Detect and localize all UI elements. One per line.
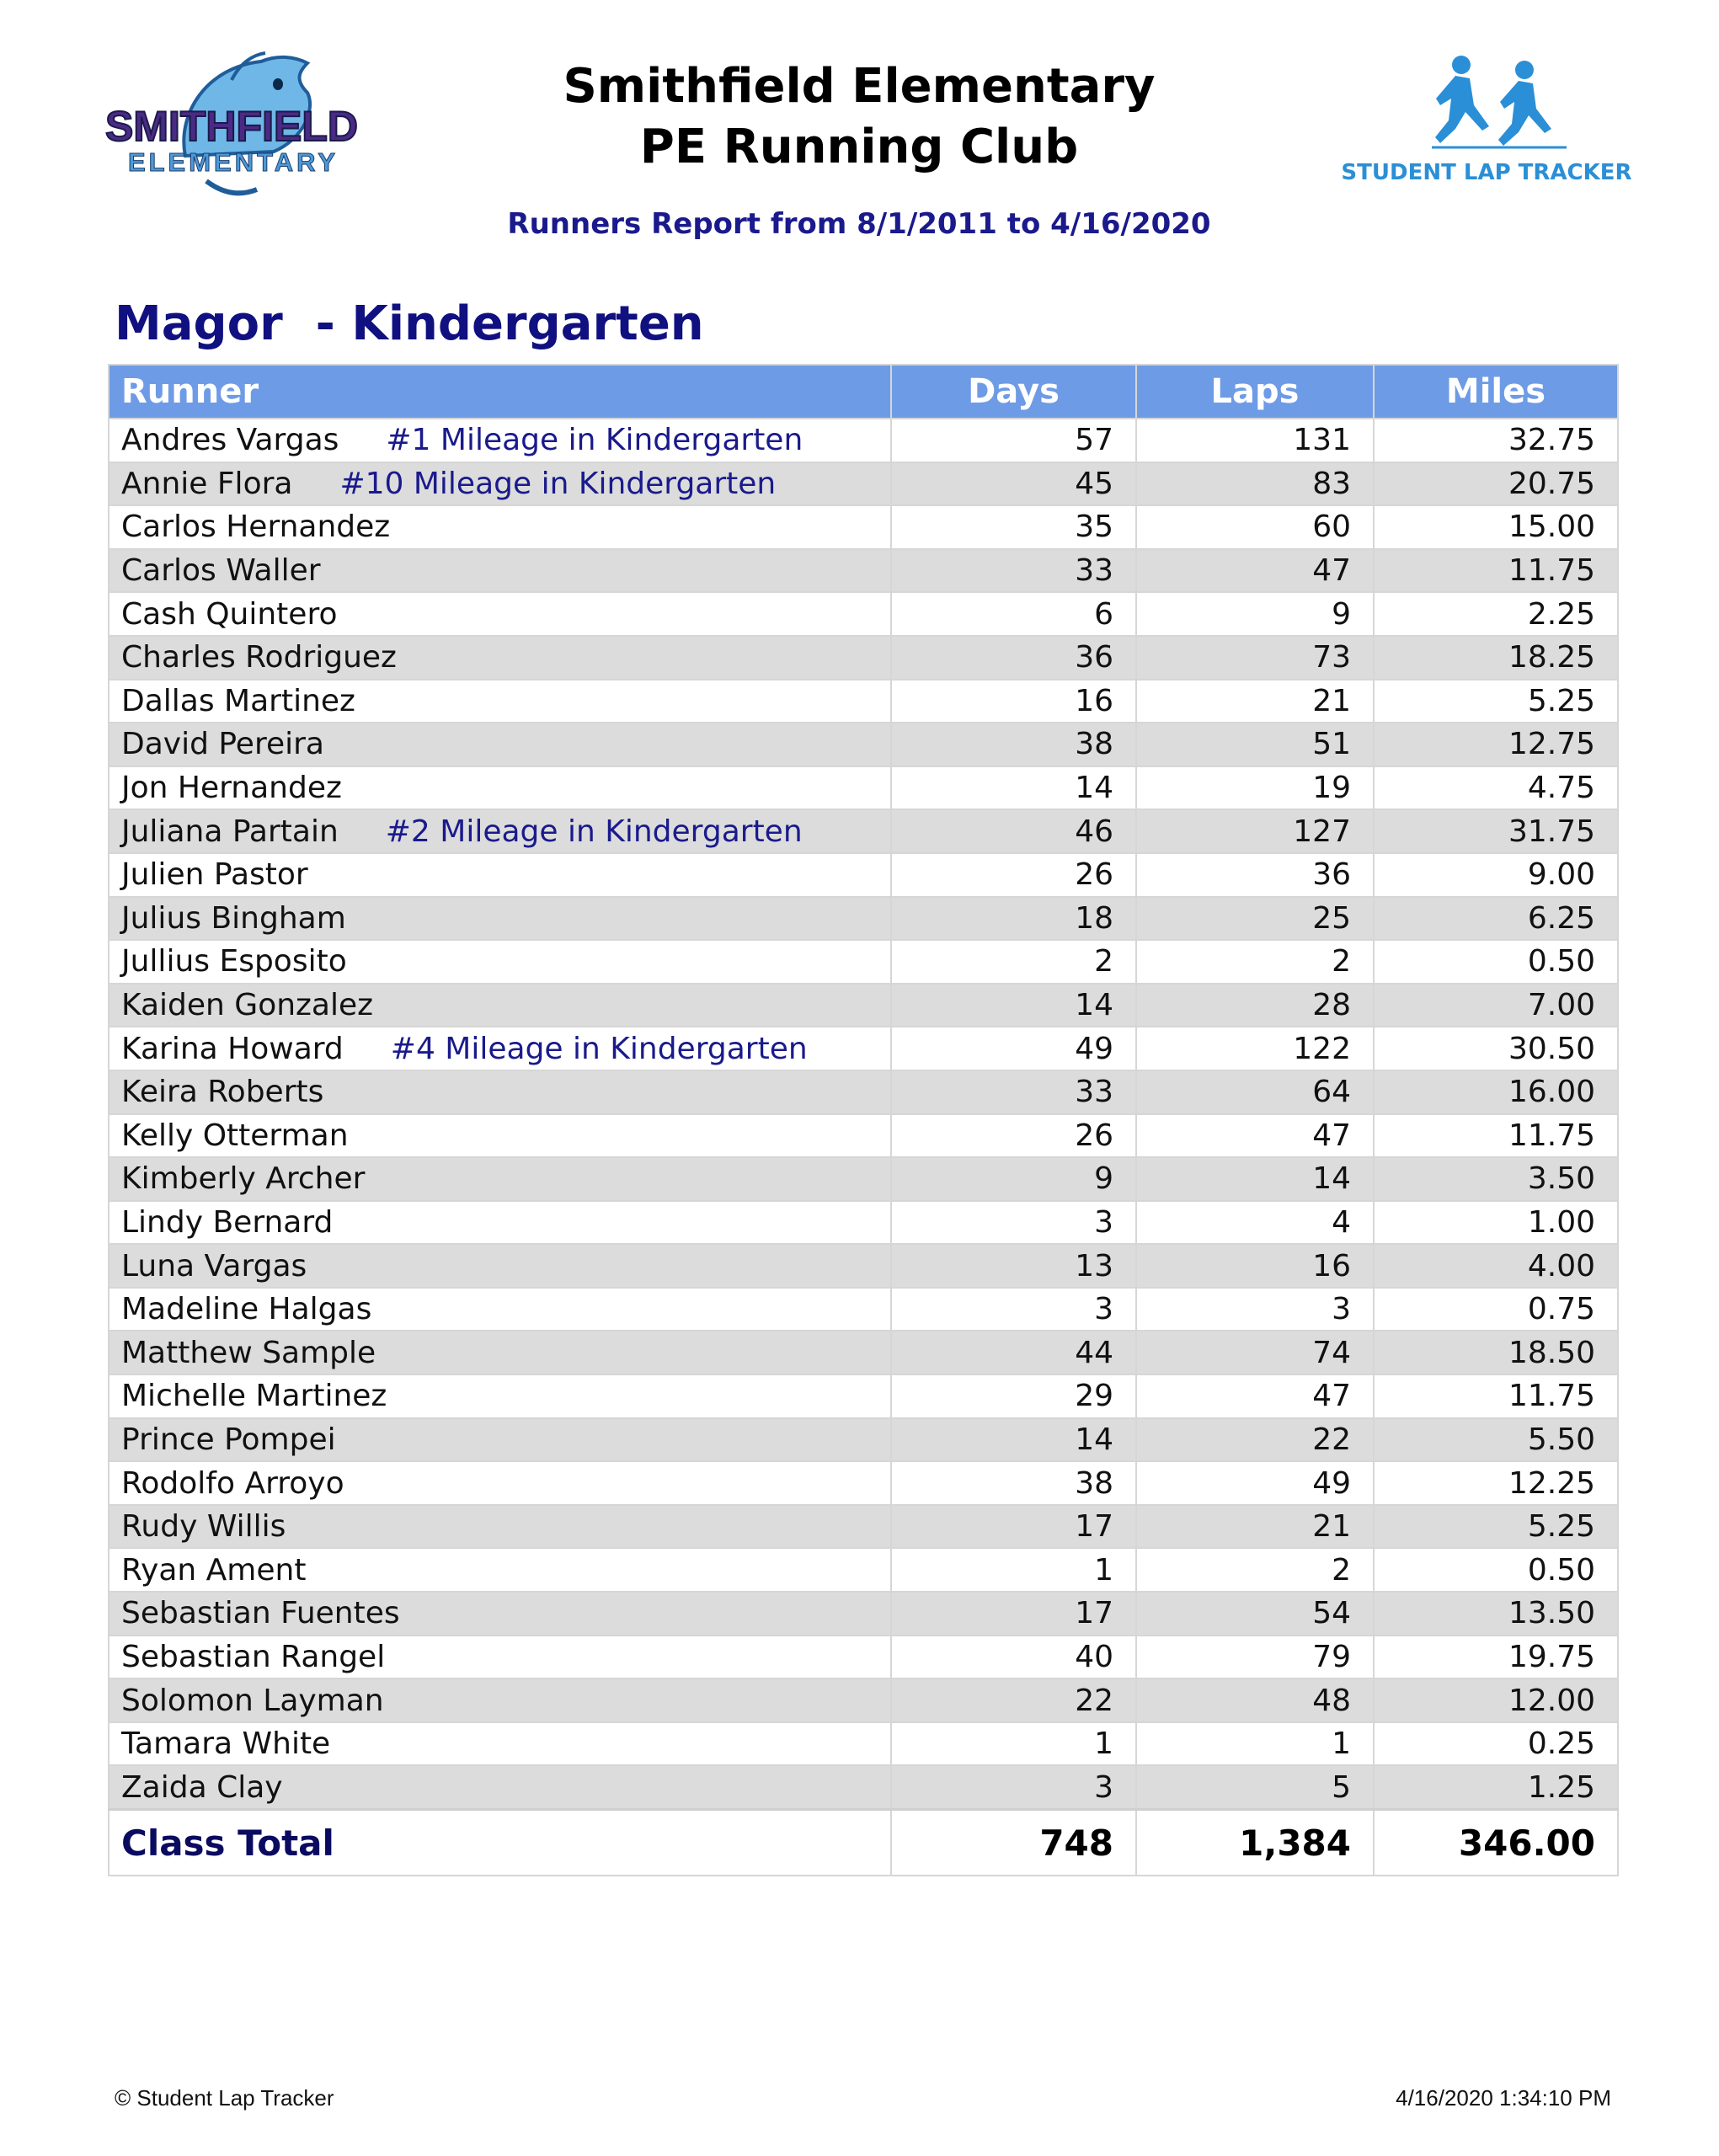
runner-days: 35 bbox=[891, 505, 1136, 549]
runner-days: 38 bbox=[891, 723, 1136, 766]
report-date-range: Runners Report from 8/1/2011 to 4/16/2020 bbox=[507, 207, 1211, 241]
runner-days: 44 bbox=[891, 1331, 1136, 1374]
runner-days: 6 bbox=[891, 592, 1136, 636]
runner-days: 45 bbox=[891, 462, 1136, 506]
runner-name: Sebastian Fuentes bbox=[121, 1596, 400, 1631]
runner-name-cell bbox=[109, 636, 891, 680]
svg-text:ELEMENTARY: ELEMENTARY bbox=[127, 147, 339, 177]
runner-miles: 4.00 bbox=[1374, 1244, 1618, 1288]
table-row bbox=[109, 1765, 1618, 1809]
table-row bbox=[109, 1114, 1618, 1158]
runner-laps: 28 bbox=[1136, 984, 1374, 1027]
runner-miles: 5.25 bbox=[1374, 1505, 1618, 1549]
runner-name: Prince Pompei bbox=[121, 1422, 336, 1457]
runner-name: Dallas Martinez bbox=[121, 683, 355, 718]
table-row bbox=[109, 1722, 1618, 1766]
runner-miles: 15.00 bbox=[1374, 505, 1618, 549]
runner-days: 29 bbox=[891, 1374, 1136, 1418]
table-row bbox=[109, 1201, 1618, 1245]
runner-name: Rudy Willis bbox=[121, 1509, 286, 1545]
runner-name: Andres Vargas bbox=[121, 423, 339, 458]
runner-name-cell bbox=[109, 505, 891, 549]
runner-name: Kaiden Gonzalez bbox=[121, 988, 374, 1023]
runner-laps: 122 bbox=[1136, 1027, 1374, 1070]
runner-miles: 12.00 bbox=[1374, 1678, 1618, 1722]
runner-miles: 32.75 bbox=[1374, 419, 1618, 462]
runner-name: Michelle Martinez bbox=[121, 1379, 387, 1414]
runner-days: 3 bbox=[891, 1288, 1136, 1331]
runner-laps: 25 bbox=[1136, 897, 1374, 941]
table-row bbox=[109, 1548, 1618, 1592]
runner-name-cell bbox=[109, 680, 891, 723]
runner-name-cell bbox=[109, 1592, 891, 1636]
runner-laps: 54 bbox=[1136, 1592, 1374, 1636]
runner-days: 38 bbox=[891, 1461, 1136, 1505]
runner-name-cell bbox=[109, 1636, 891, 1679]
runner-miles: 2.25 bbox=[1374, 592, 1618, 636]
svg-text:SMITHFIELD: SMITHFIELD bbox=[105, 103, 358, 150]
runner-days: 18 bbox=[891, 897, 1136, 941]
table-row bbox=[109, 1461, 1618, 1505]
runner-name-cell bbox=[109, 1418, 891, 1462]
table-row bbox=[109, 592, 1618, 636]
runner-laps: 60 bbox=[1136, 505, 1374, 549]
runner-name-cell bbox=[109, 809, 891, 853]
mileage-award: #1 Mileage in Kindergarten bbox=[386, 423, 803, 458]
runner-name: Carlos Waller bbox=[121, 553, 321, 589]
table-row bbox=[109, 419, 1618, 462]
runner-miles: 16.00 bbox=[1374, 1070, 1618, 1114]
class-total-miles: 346.00 bbox=[1374, 1810, 1618, 1876]
runner-miles: 19.75 bbox=[1374, 1636, 1618, 1679]
runner-miles: 0.75 bbox=[1374, 1288, 1618, 1331]
runner-name: Madeline Halgas bbox=[121, 1292, 372, 1327]
runner-name-cell bbox=[109, 419, 891, 462]
table-row bbox=[109, 809, 1618, 853]
runner-laps: 3 bbox=[1136, 1288, 1374, 1331]
runner-miles: 6.25 bbox=[1374, 897, 1618, 941]
runner-name-cell bbox=[109, 549, 891, 593]
runner-laps: 64 bbox=[1136, 1070, 1374, 1114]
runner-name-cell bbox=[109, 1288, 891, 1331]
runners-icon bbox=[1341, 46, 1632, 189]
runner-days: 46 bbox=[891, 809, 1136, 853]
runner-days: 33 bbox=[891, 549, 1136, 593]
runner-miles: 11.75 bbox=[1374, 1114, 1618, 1158]
runner-days: 36 bbox=[891, 636, 1136, 680]
runner-laps: 2 bbox=[1136, 1548, 1374, 1592]
runner-days: 40 bbox=[891, 1636, 1136, 1679]
runner-name-cell bbox=[109, 897, 891, 941]
table-row bbox=[109, 1244, 1618, 1288]
runner-laps: 79 bbox=[1136, 1636, 1374, 1679]
runner-name: Tamara White bbox=[121, 1726, 331, 1762]
class-total-row bbox=[109, 1810, 1618, 1876]
table-row bbox=[109, 1418, 1618, 1462]
table-row bbox=[109, 1374, 1618, 1418]
smithfield-school-logo bbox=[105, 46, 358, 202]
class-total-label: Class Total bbox=[109, 1810, 891, 1876]
table-row bbox=[109, 1331, 1618, 1374]
runner-days: 16 bbox=[891, 680, 1136, 723]
runner-name-cell bbox=[109, 1678, 891, 1722]
svg-text:STUDENT LAP TRACKER: STUDENT LAP TRACKER bbox=[1341, 160, 1632, 185]
table-row bbox=[109, 766, 1618, 810]
runner-laps: 4 bbox=[1136, 1201, 1374, 1245]
runner-days: 13 bbox=[891, 1244, 1136, 1288]
runner-miles: 30.50 bbox=[1374, 1027, 1618, 1070]
runner-laps: 21 bbox=[1136, 1505, 1374, 1549]
runner-days: 33 bbox=[891, 1070, 1136, 1114]
footer-timestamp: 4/16/2020 1:34:10 PM bbox=[1396, 2085, 1611, 2111]
runner-name-cell bbox=[109, 1027, 891, 1070]
column-header-laps: Laps bbox=[1136, 365, 1374, 419]
runner-days: 9 bbox=[891, 1157, 1136, 1201]
runner-miles: 5.50 bbox=[1374, 1418, 1618, 1462]
runner-laps: 73 bbox=[1136, 636, 1374, 680]
runner-name-cell bbox=[109, 853, 891, 897]
runner-days: 57 bbox=[891, 419, 1136, 462]
runner-laps: 21 bbox=[1136, 680, 1374, 723]
mileage-award: #4 Mileage in Kindergarten bbox=[390, 1031, 808, 1066]
runner-name: Jullius Esposito bbox=[121, 944, 347, 979]
runner-miles: 11.75 bbox=[1374, 549, 1618, 593]
runner-miles: 1.25 bbox=[1374, 1765, 1618, 1809]
runner-laps: 16 bbox=[1136, 1244, 1374, 1288]
runner-name: Luna Vargas bbox=[121, 1248, 307, 1283]
runner-name: Keira Roberts bbox=[121, 1075, 324, 1110]
runner-name: Julien Pastor bbox=[121, 857, 308, 893]
runner-miles: 18.25 bbox=[1374, 636, 1618, 680]
runner-name-cell bbox=[109, 1157, 891, 1201]
runner-name-cell bbox=[109, 462, 891, 506]
runner-laps: 131 bbox=[1136, 419, 1374, 462]
runner-name: Cash Quintero bbox=[121, 596, 338, 632]
table-row bbox=[109, 1505, 1618, 1549]
runner-days: 26 bbox=[891, 1114, 1136, 1158]
runner-miles: 7.00 bbox=[1374, 984, 1618, 1027]
runner-laps: 14 bbox=[1136, 1157, 1374, 1201]
runner-days: 3 bbox=[891, 1765, 1136, 1809]
runner-name-cell bbox=[109, 984, 891, 1027]
runner-name-cell bbox=[109, 1331, 891, 1374]
runner-days: 26 bbox=[891, 853, 1136, 897]
footer-copyright: © Student Lap Tracker bbox=[115, 2085, 334, 2111]
table-row bbox=[109, 505, 1618, 549]
runner-name-cell bbox=[109, 1374, 891, 1418]
runner-name: Sebastian Rangel bbox=[121, 1639, 386, 1674]
runner-miles: 18.50 bbox=[1374, 1331, 1618, 1374]
runner-laps: 51 bbox=[1136, 723, 1374, 766]
runner-name-cell bbox=[109, 592, 891, 636]
column-header-runner: Runner bbox=[109, 365, 891, 419]
runner-laps: 2 bbox=[1136, 940, 1374, 984]
runner-miles: 12.25 bbox=[1374, 1461, 1618, 1505]
runner-laps: 22 bbox=[1136, 1418, 1374, 1462]
runner-name-cell bbox=[109, 1548, 891, 1592]
mileage-award: #2 Mileage in Kindergarten bbox=[385, 814, 803, 849]
table-row bbox=[109, 462, 1618, 506]
runner-miles: 31.75 bbox=[1374, 809, 1618, 853]
runners-table bbox=[108, 364, 1619, 1876]
runner-miles: 12.75 bbox=[1374, 723, 1618, 766]
mileage-award: #10 Mileage in Kindergarten bbox=[339, 466, 777, 501]
runner-laps: 47 bbox=[1136, 1374, 1374, 1418]
runner-name: Solomon Layman bbox=[121, 1683, 384, 1718]
page-title-line2: PE Running Club bbox=[639, 120, 1079, 174]
table-row bbox=[109, 940, 1618, 984]
runner-days: 1 bbox=[891, 1722, 1136, 1766]
runner-name: Kimberly Archer bbox=[121, 1161, 366, 1197]
runner-name: Annie Flora bbox=[121, 466, 293, 501]
runner-name: David Pereira bbox=[121, 727, 324, 762]
runner-days: 14 bbox=[891, 984, 1136, 1027]
runner-name: Zaida Clay bbox=[121, 1769, 283, 1805]
runner-days: 49 bbox=[891, 1027, 1136, 1070]
table-row bbox=[109, 984, 1618, 1027]
table-row bbox=[109, 549, 1618, 593]
runner-miles: 3.50 bbox=[1374, 1157, 1618, 1201]
page-title-line1: Smithfield Elementary bbox=[563, 59, 1156, 114]
runner-laps: 36 bbox=[1136, 853, 1374, 897]
runner-laps: 1 bbox=[1136, 1722, 1374, 1766]
runner-days: 3 bbox=[891, 1201, 1136, 1245]
table-row bbox=[109, 853, 1618, 897]
runner-name: Karina Howard bbox=[121, 1031, 344, 1066]
runner-name-cell bbox=[109, 1070, 891, 1114]
runner-miles: 1.00 bbox=[1374, 1201, 1618, 1245]
runner-laps: 83 bbox=[1136, 462, 1374, 506]
class-total-days: 748 bbox=[891, 1810, 1136, 1876]
runner-name: Lindy Bernard bbox=[121, 1204, 334, 1240]
class-heading: Magor - Kindergarten bbox=[115, 296, 704, 351]
dolphin-icon bbox=[105, 46, 358, 202]
runner-name: Julius Bingham bbox=[121, 900, 346, 936]
runner-days: 14 bbox=[891, 1418, 1136, 1462]
runner-name-cell bbox=[109, 723, 891, 766]
table-row bbox=[109, 897, 1618, 941]
runner-miles: 0.50 bbox=[1374, 1548, 1618, 1592]
runner-laps: 48 bbox=[1136, 1678, 1374, 1722]
runner-name: Jon Hernandez bbox=[121, 771, 342, 806]
runner-miles: 5.25 bbox=[1374, 680, 1618, 723]
runner-name: Ryan Ament bbox=[121, 1552, 307, 1588]
column-header-miles: Miles bbox=[1374, 365, 1618, 419]
runner-name-cell bbox=[109, 766, 891, 810]
runner-name-cell bbox=[109, 940, 891, 984]
table-row bbox=[109, 636, 1618, 680]
runner-days: 14 bbox=[891, 766, 1136, 810]
runner-days: 17 bbox=[891, 1505, 1136, 1549]
runner-laps: 47 bbox=[1136, 549, 1374, 593]
runner-name: Kelly Otterman bbox=[121, 1118, 349, 1153]
runner-miles: 4.75 bbox=[1374, 766, 1618, 810]
runner-laps: 47 bbox=[1136, 1114, 1374, 1158]
student-lap-tracker-logo bbox=[1341, 46, 1632, 189]
column-header-days: Days bbox=[891, 365, 1136, 419]
table-header-row bbox=[109, 365, 1618, 419]
class-total-laps: 1,384 bbox=[1136, 1810, 1374, 1876]
runner-name: Rodolfo Arroyo bbox=[121, 1465, 344, 1501]
runner-laps: 49 bbox=[1136, 1461, 1374, 1505]
table-row bbox=[109, 1678, 1618, 1722]
runner-name-cell bbox=[109, 1114, 891, 1158]
runner-miles: 9.00 bbox=[1374, 853, 1618, 897]
runner-name: Carlos Hernandez bbox=[121, 510, 391, 545]
runner-name-cell bbox=[109, 1201, 891, 1245]
runner-name-cell bbox=[109, 1505, 891, 1549]
runner-name-cell bbox=[109, 1722, 891, 1766]
runner-name: Juliana Partain bbox=[121, 814, 339, 849]
runner-days: 2 bbox=[891, 940, 1136, 984]
runner-miles: 20.75 bbox=[1374, 462, 1618, 506]
runner-miles: 11.75 bbox=[1374, 1374, 1618, 1418]
runner-name-cell bbox=[109, 1461, 891, 1505]
runner-name-cell bbox=[109, 1244, 891, 1288]
table-row bbox=[109, 1157, 1618, 1201]
runner-laps: 19 bbox=[1136, 766, 1374, 810]
runner-name-cell bbox=[109, 1765, 891, 1809]
table-row bbox=[109, 1636, 1618, 1679]
table-row bbox=[109, 680, 1618, 723]
table-row bbox=[109, 1027, 1618, 1070]
runner-laps: 9 bbox=[1136, 592, 1374, 636]
runner-laps: 5 bbox=[1136, 1765, 1374, 1809]
table-row bbox=[109, 1592, 1618, 1636]
runner-laps: 74 bbox=[1136, 1331, 1374, 1374]
runner-days: 17 bbox=[891, 1592, 1136, 1636]
table-row bbox=[109, 1070, 1618, 1114]
runner-name: Matthew Sample bbox=[121, 1335, 376, 1370]
runner-laps: 127 bbox=[1136, 809, 1374, 853]
runner-days: 1 bbox=[891, 1548, 1136, 1592]
runner-miles: 0.50 bbox=[1374, 940, 1618, 984]
runner-name: Charles Rodriguez bbox=[121, 640, 397, 675]
table-row bbox=[109, 1288, 1618, 1331]
table-row bbox=[109, 723, 1618, 766]
runner-miles: 13.50 bbox=[1374, 1592, 1618, 1636]
runner-miles: 0.25 bbox=[1374, 1722, 1618, 1766]
runner-days: 22 bbox=[891, 1678, 1136, 1722]
